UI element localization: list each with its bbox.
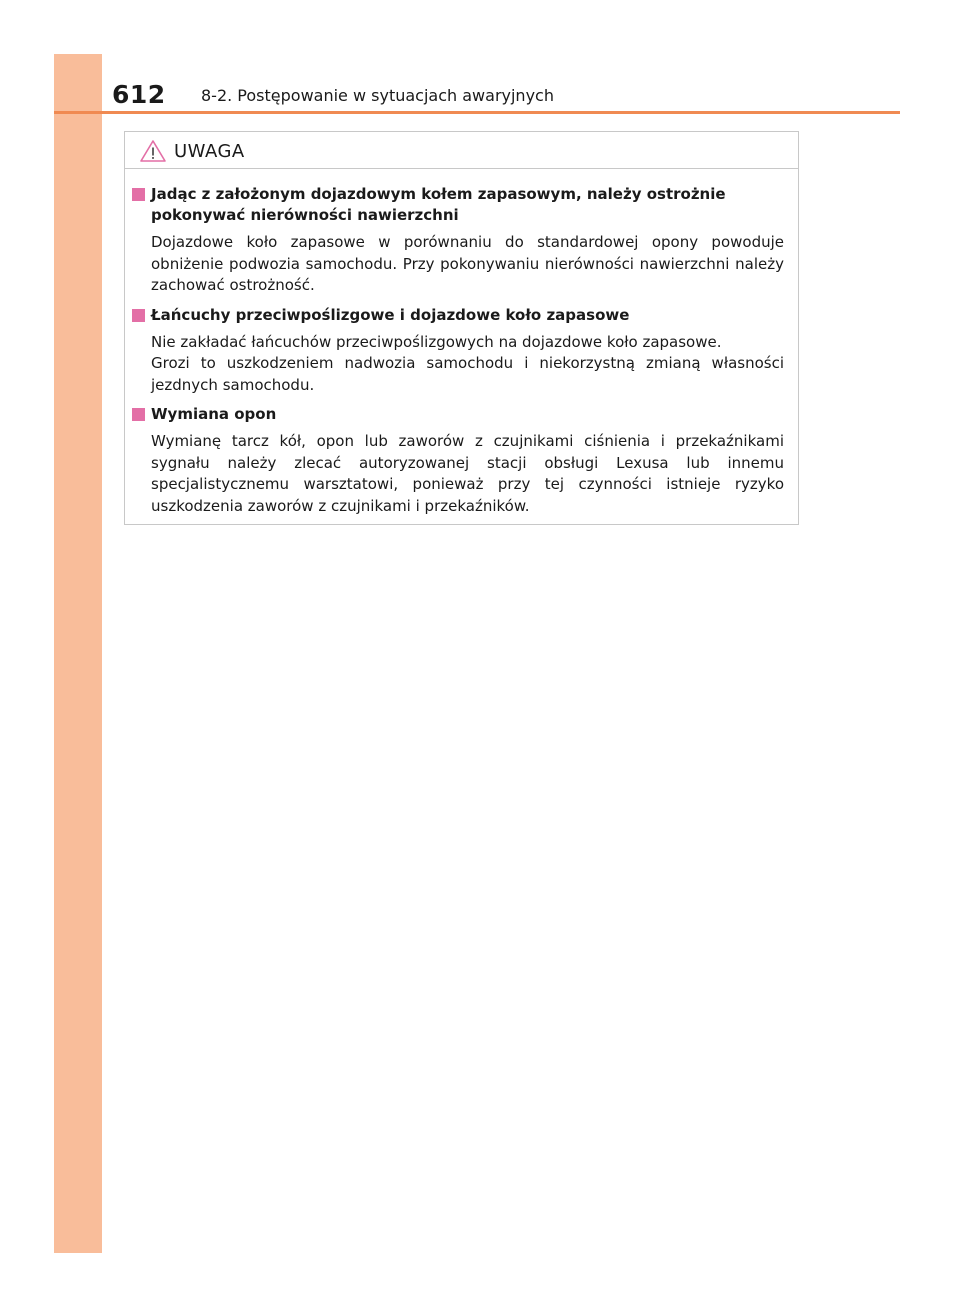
bullet-square-icon	[132, 309, 145, 322]
side-tab-band	[54, 54, 102, 1253]
warning-header	[125, 132, 798, 169]
paragraph: Grozi to uszkodzeniem nadwozia samochodu i niekorzystną zmianą własności jezdnych samochodu.	[151, 354, 784, 394]
paragraph: Wymianę tarcz kół, opon lub zaworów z czujnikami ciśnienia i przekaźnikami sygnału należy zlecać autoryzowanej stacji obsługi Lexusa lub innemu specjalistycznemu warsztatowi, ponieważ przy tej czynności istnieje ryzyko uszkodzenia zaworów z czujnikami i przekaźników.	[151, 432, 784, 515]
paragraph: Nie zakładać łańcuchów przeciwpoślizgowych na dojazdowe koło zapasowe.	[151, 332, 722, 351]
warning-item-heading: Wymiana opon	[132, 404, 784, 425]
warning-item-text	[132, 332, 784, 397]
warning-box	[124, 131, 799, 525]
warning-body	[132, 184, 784, 525]
warning-item-text	[132, 431, 784, 517]
header-rule	[54, 111, 900, 114]
paragraph: Dojazdowe koło zapasowe w porównaniu do standardowej opony powoduje obniżenie podwozia samochodu. Przy pokonywaniu nierówności nawierzchni należy zachować ostrożność.	[151, 233, 784, 294]
warning-triangle-icon	[139, 139, 167, 163]
warning-title: UWAGA	[174, 141, 245, 162]
warning-item-heading: Jadąc z założonym dojazdowym kołem zapasowym, należy ostrożnie pokonywać nierówności nawierzchni	[132, 184, 784, 226]
warning-item-text	[132, 232, 784, 297]
warning-item	[132, 404, 784, 517]
section-title: 8-2. Postępowanie w sytuacjach awaryjnych	[201, 86, 554, 105]
warning-item	[132, 305, 784, 397]
warning-item	[132, 184, 784, 297]
bullet-square-icon	[132, 408, 145, 421]
warning-item-heading: Łańcuchy przeciwpoślizgowe i dojazdowe koło zapasowe	[132, 305, 784, 326]
page-number: 612	[112, 80, 166, 109]
bullet-square-icon	[132, 188, 145, 201]
